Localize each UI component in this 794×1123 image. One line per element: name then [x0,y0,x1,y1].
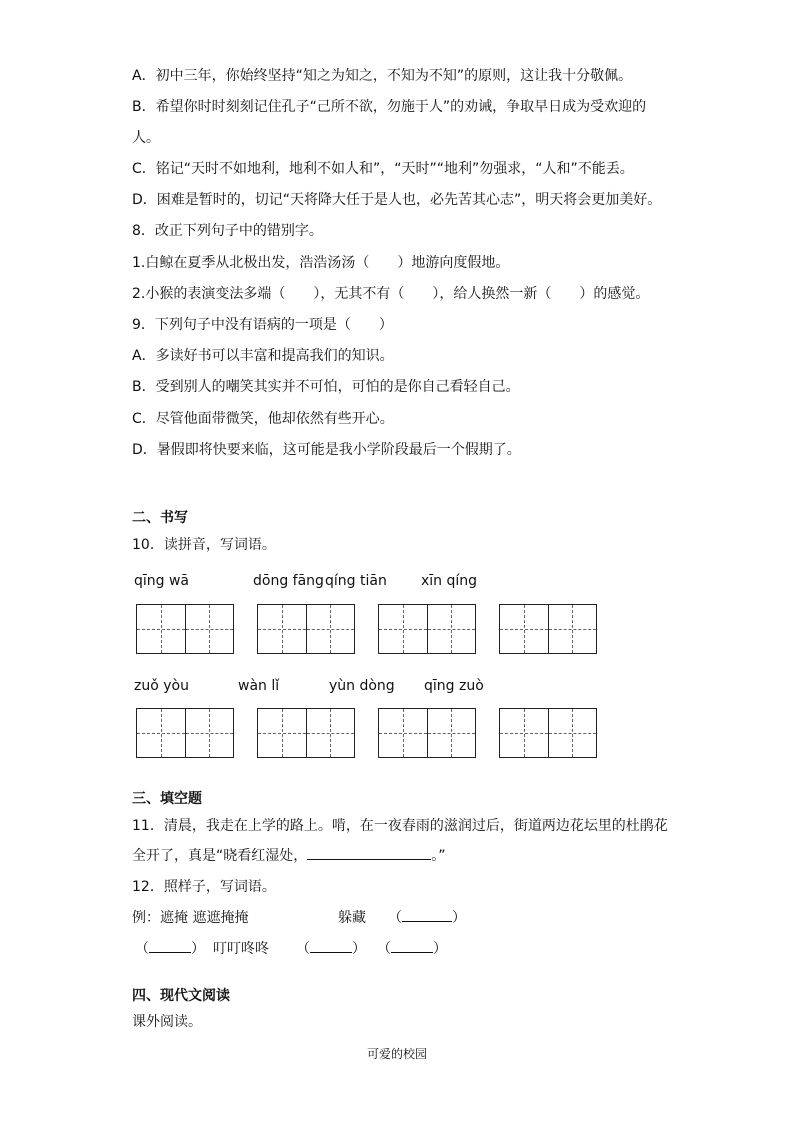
q12-blank-2[interactable] [149,952,191,953]
section-2-heading: 二、书写 [132,510,188,526]
q7-option-b: B．希望你时时刻刻记住孔子“己所不欲，勿施于人”的劝诫，争取早日成为受欢迎的 [132,99,647,115]
q12-answer-3: （ ） [296,941,366,957]
writing-grid-7[interactable] [378,708,476,758]
q12-answer-2: （ ） [135,941,205,957]
q9-title: 9．下列句子中没有语病的一项是（ ） [132,317,393,333]
writing-grid-5[interactable] [136,708,234,758]
q9-option-c: C．尽管他面带微笑，他却依然有些开心。 [132,411,394,427]
q7-option-c: C．铭记“天时不如地利，地利不如人和”，“天时”“地利”勿强求，“人和”不能丢。 [132,161,634,177]
pinyin-2: dōng fāng [253,573,324,589]
q8-sentence-1: 1.白鲸在夏季从北极出发，浩浩汤汤（ ）地游向度假地。 [132,255,510,271]
writing-grid-3[interactable] [378,604,476,654]
q12-title: 12．照样子，写词语。 [132,879,276,895]
writing-grid-4[interactable] [499,604,597,654]
q10-title: 10．读拼音，写词语。 [132,537,276,553]
q9-option-d: D．暑假即将快要来临，这可能是我小学阶段最后一个假期了。 [132,442,521,458]
q7-option-d: D．困难是暂时的，切记“天将降大任于是人也，必先苦其心志”，明天将会更加美好。 [132,192,662,208]
q11-answer-blank[interactable] [307,859,431,860]
q12-blank-3[interactable] [310,952,352,953]
pinyin-1: qīng wā [134,573,190,589]
q9-option-a: A．多读好书可以丰富和提高我们的知识。 [132,348,394,364]
q12-blank-4[interactable] [391,952,433,953]
writing-grid-1[interactable] [136,604,234,654]
section-4-intro: 课外阅读。 [132,1014,202,1030]
q11-text-b: 。” [431,848,446,864]
pinyin-3: qíng tiān [325,573,387,589]
pinyin-5: zuǒ yòu [134,678,189,694]
pinyin-4: xīn qíng [421,573,478,589]
writing-grid-2[interactable] [257,604,355,654]
q12-example-label: 例：遮掩 遮遮掩掩 [132,910,249,926]
q7-option-b-cont: 人。 [132,130,160,146]
q11-line-1: 11．清晨，我走在上学的路上。啃，在一夜春雨的滋润过后，街道两边花坛里的杜鹃花 [132,818,668,834]
q12-row2-word: 叮叮咚咚 [213,941,269,957]
pinyin-7: yùn dòng [329,678,395,694]
q8-title: 8．改正下列句子中的错别字。 [132,223,323,239]
q7-option-a: A．初中三年，你始终坚持“知之为知之，不知为不知”的原则，这让我十分敬佩。 [132,68,633,84]
q12-example-word: 躲藏 [338,910,366,926]
writing-grid-6[interactable] [257,708,355,758]
q12-answer-1: （ ） [388,910,466,926]
q8-sentence-2: 2.小猴的表演变法多端（ ），无其不有（ ），给人换然一新（ ）的感觉。 [132,286,650,302]
pinyin-6: wàn lǐ [238,678,280,694]
section-4-heading: 四、现代文阅读 [132,988,230,1004]
section-3-heading: 三、填空题 [132,791,202,807]
writing-grid-8[interactable] [499,708,597,758]
q12-blank-1[interactable] [402,921,452,922]
pinyin-8: qīng zuò [424,678,484,694]
q11-text-a: 全开了，真是“晓看红湿处， [132,848,308,864]
q12-answer-4: （ ） [377,941,447,957]
reading-title: 可爱的校园 [366,1047,427,1061]
q11-line-2 [132,846,446,866]
q9-option-b: B．受到别人的嘲笑其实并不可怕，可怕的是你自己看轻自己。 [132,379,520,395]
